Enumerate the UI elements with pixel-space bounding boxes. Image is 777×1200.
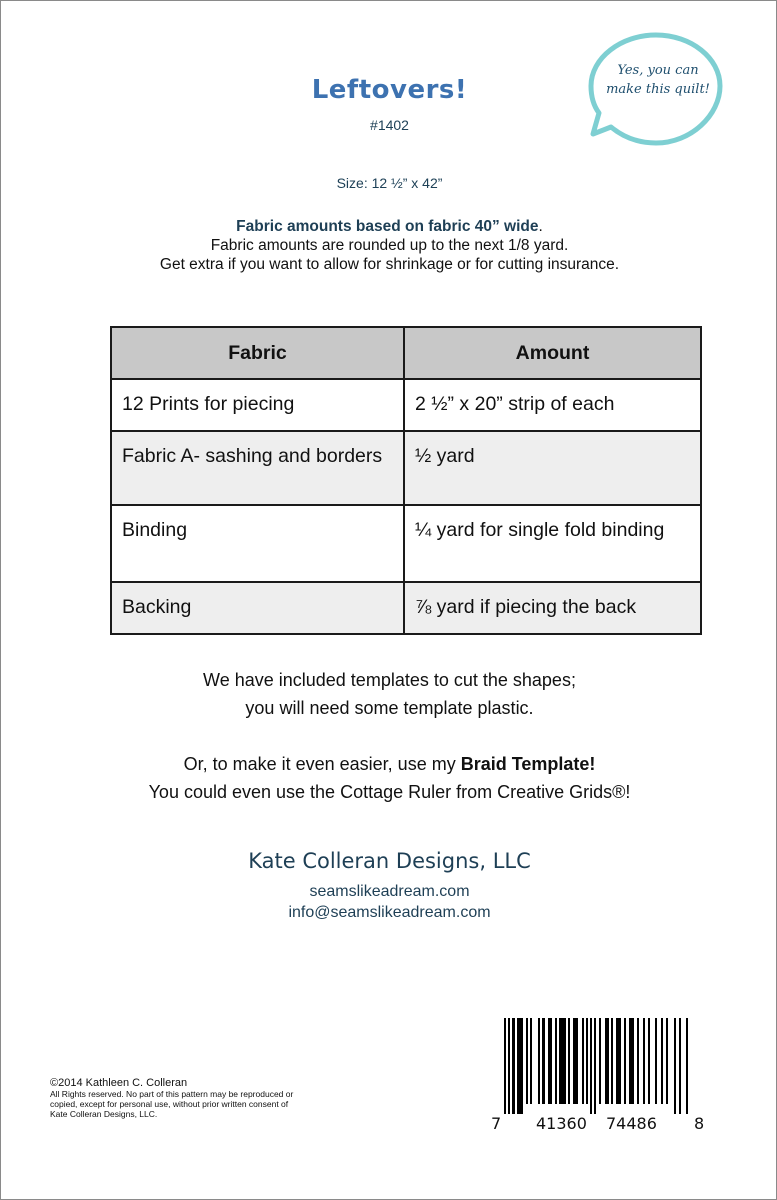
table-row <box>111 582 701 634</box>
speech-bubble <box>587 31 725 149</box>
fabric-requirements-table <box>110 326 702 635</box>
fabric-cell: Fabric A- sashing and borders <box>111 431 404 505</box>
braid-template-prefix: Or, to make it even easier, use my <box>183 754 461 774</box>
quilt-size: Size: 12 ½” x 42” <box>336 175 443 191</box>
amount-cell: ½ yard <box>404 431 701 505</box>
template-notes <box>1 666 777 806</box>
barcode-bars-icon <box>504 1018 694 1114</box>
fabric-cell: Binding <box>111 505 404 582</box>
barcode-digit-last: 8 <box>694 1114 705 1133</box>
amount-cell: ⅞ yard if piecing the back <box>404 582 701 634</box>
column-header-fabric: Fabric <box>111 327 404 379</box>
amount-cell: 2 ½” x 20” strip of each <box>404 379 701 431</box>
amount-cell: ¼ yard for single fold binding <box>404 505 701 582</box>
company-name: Kate Colleran Designs, LLC <box>248 849 531 873</box>
speech-bubble-text: Yes, you can make this quilt! <box>606 63 710 97</box>
pattern-title: Leftovers! <box>311 75 468 105</box>
rounding-note: Fabric amounts are rounded up to the next 1/8 yard. <box>210 237 569 254</box>
table-row <box>111 505 701 582</box>
table-row <box>111 379 701 431</box>
column-header-amount: Amount <box>404 327 701 379</box>
table-row <box>111 431 701 505</box>
cottage-ruler-note: You could even use the Cottage Ruler from Creative Grids®! <box>148 782 631 802</box>
barcode-group-right: 74486 <box>606 1114 657 1133</box>
templates-note-line1: We have included templates to cut the shapes; <box>203 670 576 690</box>
templates-note-line2: you will need some template plastic. <box>245 698 534 718</box>
barcode-group-left: 41360 <box>536 1114 587 1133</box>
copyright-holder: ©2014 Kathleen C. Colleran <box>50 1077 188 1089</box>
upc-barcode <box>491 1016 706 1131</box>
website-link[interactable]: seamslikeadream.com <box>309 883 470 900</box>
fabric-cell: 12 Prints for piecing <box>111 379 404 431</box>
fabric-width-note: Fabric amounts based on fabric 40” wide <box>236 218 539 235</box>
braid-template-name: Braid Template! <box>460 754 596 774</box>
fabric-cell: Backing <box>111 582 404 634</box>
copyright-notice <box>50 1078 350 1119</box>
pattern-number: #1402 <box>370 117 409 133</box>
fabric-intro: Fabric amounts based on fabric 40” wide. Fabric amounts are rounded up to the next 1/8 yard. Get extra if you want to allow for shrinkage or for cutting insurance. <box>1 217 777 274</box>
barcode-digit-first: 7 <box>491 1114 502 1133</box>
company-contact <box>1 881 777 923</box>
extra-note: Get extra if you want to allow for shrinkage or for cutting insurance. <box>159 256 620 273</box>
copyright-fine-print: All Rights reserved. No part of this pattern may be reproduced or copied, except for personal use, without prior written consent of Kate Colleran Designs, LLC. <box>50 1089 294 1119</box>
email-link[interactable]: info@seamslikeadream.com <box>288 904 491 921</box>
